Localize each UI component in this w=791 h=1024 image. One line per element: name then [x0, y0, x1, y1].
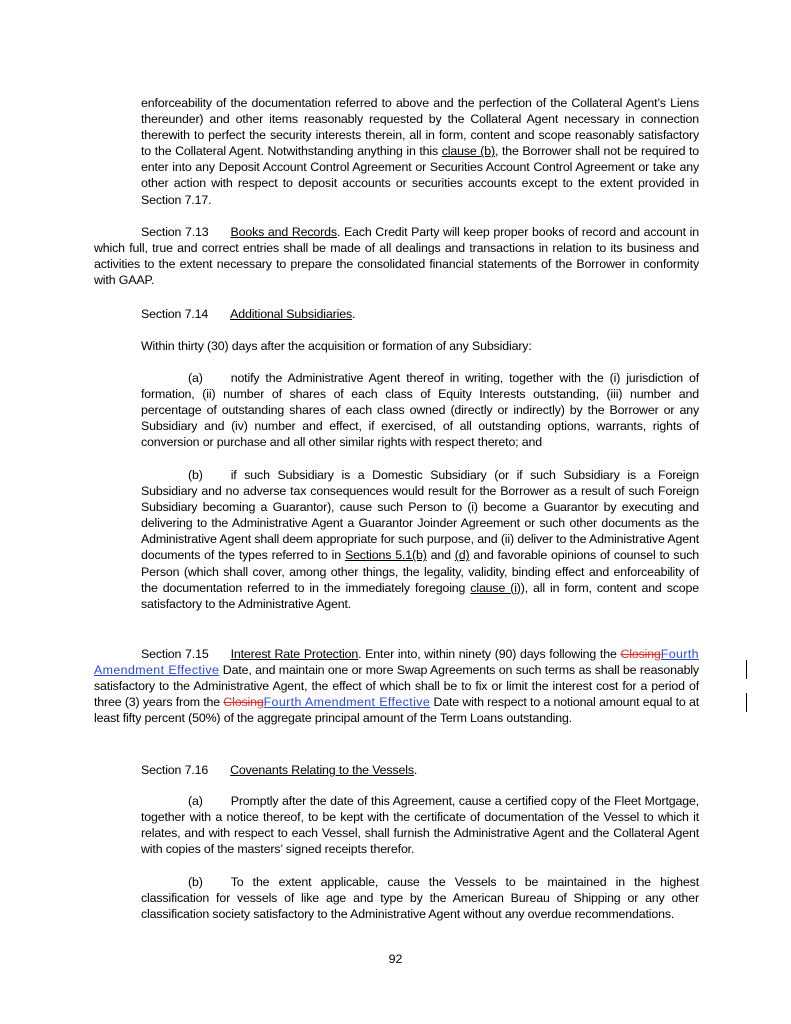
- change-bar: [746, 660, 747, 679]
- section-heading: Covenants Relating to the Vessels: [230, 763, 414, 777]
- section-number: Section 7.16: [141, 763, 209, 777]
- inserted-text: Fourth Amendment Effective: [263, 695, 431, 710]
- section-number: Section 7.13: [141, 225, 209, 239]
- section-7-14-intro: Within thirty (30) days after the acquisition or formation of any Subsidiary:: [141, 339, 532, 353]
- section-7-16-heading: Section 7.16 Covenants Relating to the Vessels.: [141, 763, 418, 777]
- change-bar: [746, 693, 747, 712]
- section-7-16-item-b: (b) To the extent applicable, cause the Vessels to be maintained in the highest classification for vessels of like age and type by the American Bureau of Shipping or any other classification society satisfactory to the Administrative Agent without any overdue recommendations.: [141, 875, 699, 922]
- page-number: 92: [388, 952, 403, 966]
- section-heading: Additional Subsidiaries: [230, 307, 353, 321]
- section-number: Section 7.14: [141, 307, 209, 321]
- section-7-14-heading: Section 7.14 Additional Subsidiaries.: [141, 307, 356, 321]
- clause-b-ref: clause (b): [441, 144, 495, 159]
- clause-i-ref: clause (i): [470, 580, 521, 595]
- sections-ref: Sections 5.1(b): [344, 548, 427, 563]
- section-7-14-item-a: (a) notify the Administrative Agent thereof in writing, together with the (i) jurisdiction of formation, (ii) number of shares of each class of Equity Interests outstanding, (iii) number and percentage of outstanding shares of each class owned (directly or indirectly) by the Borrower or any Subsidiary and (iv) number and effect, if exercised, of all outstanding options, warrants, rights of conversion or purchase and all other similar rights with respect thereto; and: [141, 371, 699, 450]
- deleted-text: Closing: [620, 647, 661, 661]
- section-7-14-item-b: (b) if such Subsidiary is a Domestic Subsidiary (or if such Subsidiary is a Foreign Subsidiary and no adverse tax consequences would result for the Borrower as a result of such Foreign Subsidiary becoming a Guarantor), cause such Person to (i) become a Guarantor by executing and delivering to the Administrative Agent a Guarantor Joinder Agreement or such other documents as the Administrative Agent shall deem appropriate for such purpose, and (ii) deliver to the Administrative Agent documents of the types referred to in Sections 5.1(b) and (d) and favorable opinions of counsel to such Person (which shall cover, among other things, the legality, validity, binding effect and enforceability of the documentation referred to in the immediately foregoing clause (i)), all in form, content and scope satisfactory to the Administrative Agent.: [141, 468, 700, 611]
- paragraph-continuation: enforceability of the documentation referred to above and the perfection of the Collateral Agent’s Liens thereunder) and other items reasonably requested by the Collateral Agent necessary in connection therewith to perfect the security interests therein, all in form, content and scope reasonably satisfactory to the Collateral Agent. Notwithstanding anything in this clause (b), the Borrower shall not be required to enter into any Deposit Account Control Agreement or Securities Account Control Agreement or take any other action with respect to deposit accounts or securities accounts except to the extent provided in Section 7.17.: [141, 96, 700, 207]
- d-ref: (d): [454, 548, 470, 563]
- inserted-text: Fourth Amendment Effective: [94, 647, 699, 678]
- section-number: Section 7.15: [141, 647, 209, 661]
- section-heading: Interest Rate Protection: [230, 647, 359, 661]
- section-7-15: Section 7.15 Interest Rate Protection. Enter into, within ninety (90) days following the ClosingFourth Amendment Effective Date, and maintain one or more Swap Agreements on such terms as shall be reasonably satisfactory to the Administrative Agent, the effect of which shall be to fix or limit the interest cost for a period of three (3) years from the ClosingFourth Amendment Effective Date with respect to a notional amount equal to at least fifty percent (50%) of the aggregate principal amount of the Term Loans outstanding.: [94, 647, 699, 726]
- section-heading: Books and Records: [230, 225, 337, 239]
- deleted-text: Closing: [223, 695, 264, 710]
- section-7-16-item-a: (a) Promptly after the date of this Agreement, cause a certified copy of the Fleet Mortgage, together with a notice thereof, to be kept with the certificate of documentation of the Vessel to which it relates, and with respect to each Vessel, shall furnish the Administrative Agent and the Collateral Agent with copies of the masters’ signed receipts therefor.: [141, 794, 699, 857]
- section-7-13: Section 7.13 Books and Records. Each Credit Party will keep proper books of record and account in which full, true and correct entries shall be made of all dealings and transactions in relation to its business and activities to the extent necessary to prepare the consolidated financial statements of the Borrower in conformity with GAAP.: [94, 225, 699, 288]
